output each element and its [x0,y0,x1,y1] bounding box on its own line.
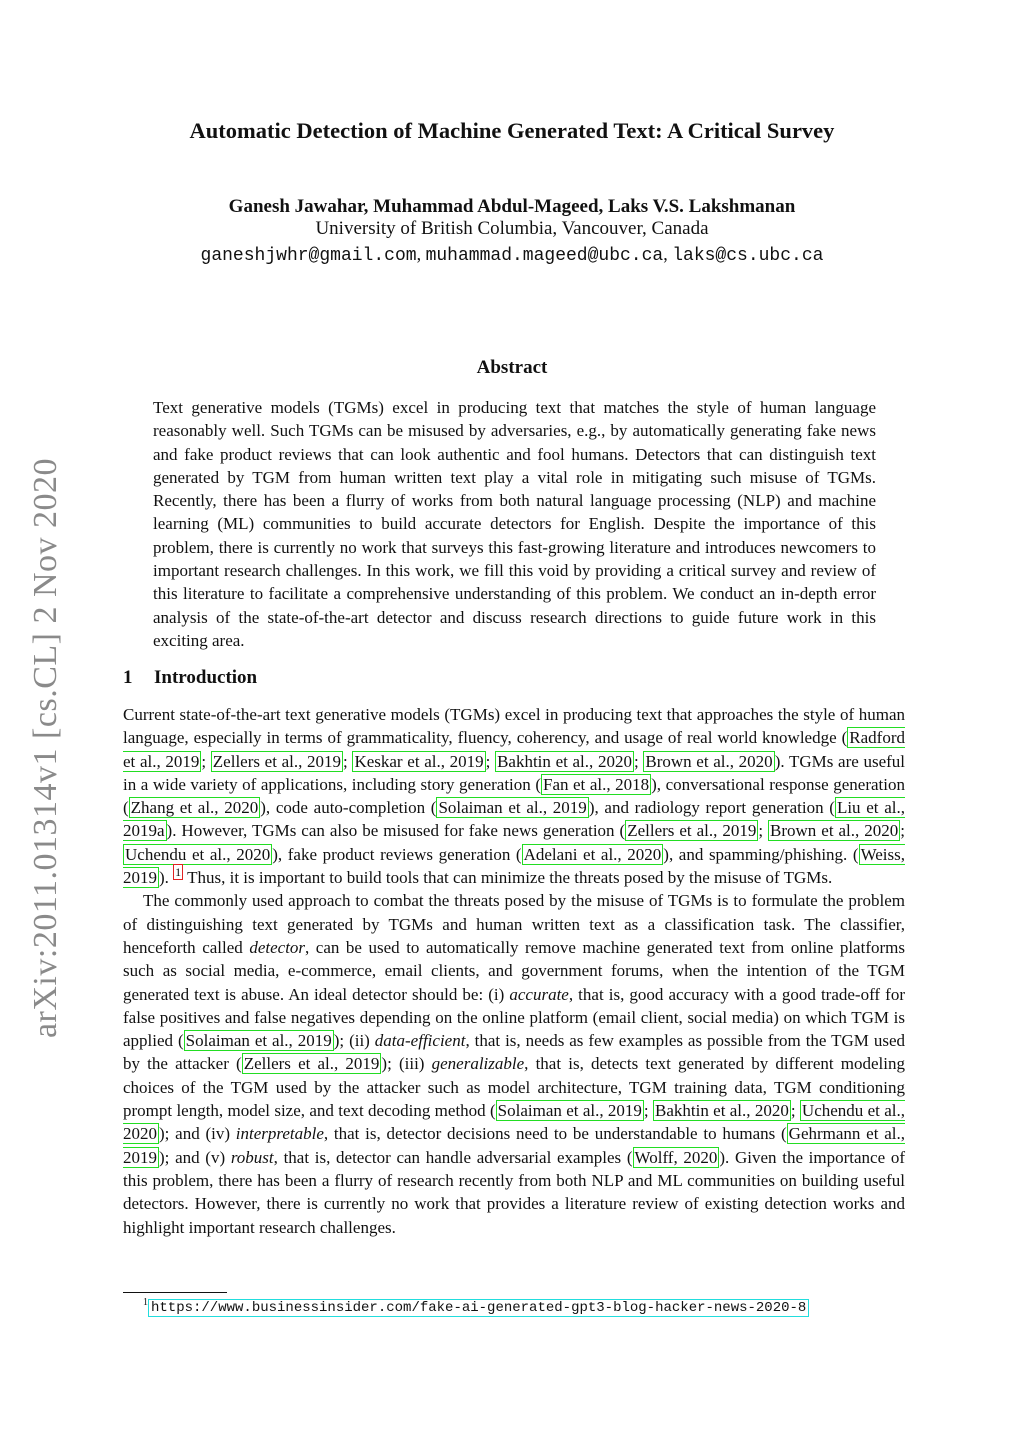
text-run: , that is, good accuracy with a good trade-off for false positives and false negatives depending on the online platform (email client, social media) on which TGM is applied ( [123,984,905,1051]
footnote-reference[interactable]: 1 [175,865,182,880]
emphasis: generalizable [431,1054,525,1074]
text-run: ; [900,821,905,841]
citation-link[interactable]: Uchendu et al., 2020 [125,844,271,864]
paragraph [123,889,905,1238]
citation-link[interactable]: Zhang et al., 2020 [130,798,259,818]
citation-link[interactable]: Bakhtin et al., 2020 [654,1101,789,1121]
citation-link[interactable]: Solaiman et al., 2019 [185,1031,332,1051]
text-run: Thus, it is important to build tools that can minimize the threats posed by the misuse of TGMs. [183,868,833,888]
arxiv-side-stamp [16,455,76,1040]
emphasis: detector [249,937,306,957]
text-run: ). Given the importance of this problem, there has been a flurry of research recently from both NLP and ML communities on building useful detectors. However, there is currently no work that provides a literature review of existing detection works and highlight important research challenges. [123,1147,905,1237]
text-run: , that is, detects text generated by different modeling choices of the TGM used by the attacker such as model architecture, TGM training data, TGM conditioning prompt length, model size, and text decoding method ( [123,1054,905,1121]
emphasis: interpretable [235,1124,324,1144]
text-run: ; [485,751,496,771]
text-run: ), code auto-completion ( [260,798,437,818]
text-run: ), and radiology report generation ( [588,798,835,818]
author-list: Ganesh Jawahar, Muhammad Abdul-Mageed, Laks V.S. Lakshmanan [228,196,796,217]
text-run: ), conversational response generation ( [123,774,905,818]
text-run: ), fake product reviews generation ( [272,844,522,864]
citation-link[interactable]: Solaiman et al., 2019 [438,798,587,818]
citation-link[interactable]: Uchendu et al., 2020 [123,1101,905,1144]
citation-link[interactable]: Liu et al., 2019a [123,798,905,841]
footnote-rule [123,1292,227,1293]
email-link[interactable]: laks@cs.ubc.ca [672,246,824,266]
section-heading [123,667,257,689]
email-separator: , [416,244,426,264]
abstract-text: Text generative models (TGMs) excel in producing text that matches the style of human language reasonably well. Such TGMs can be misused by adversaries, e.g., by automatically generating fake news and fake product reviews that can look authentic and fool humans. Detectors that can distinguish text generated by TGM from human written text play a vital role in mitigating such misuse of TGMs. Recently, there has been a flurry of works from both natural language processing (NLP) and machine learning (ML) communities to build accurate detectors for English. Despite the importance of this problem, there is currently no work that surveys this fast-growing literature and introduces newcomers to important research challenges. In this work, we fill this void by providing a critical survey and review of this literature to facilitate a comprehensive understanding of this problem. We conduct an in-depth error analysis of the state-of-the-art detector and discuss research directions to guide future work in this exciting area. [153,398,876,650]
text-run: ; [643,1101,653,1121]
email-separator: , [663,244,673,264]
citation-link[interactable]: Radford et al., 2019 [123,728,905,771]
citation-link[interactable]: Zellers et al., 2019 [212,751,342,771]
emphasis: accurate [509,984,569,1004]
paragraph [123,703,905,889]
email-link[interactable]: ganeshjwhr@gmail.com [200,246,417,266]
text-run: ); (ii) [333,1031,375,1051]
text-run: ); (iii) [381,1054,432,1074]
text-run: Current state-of-the-art text generative models (TGMs) excel in producing text that approaches the style of human language, especially in terms of grammaticality, fluency, coherency, and usage of real world knowledge ( [123,705,905,748]
text-run: ). TGMs are useful in a wide variety of applications, including story generation ( [123,751,905,794]
citation-link[interactable]: Fan et al., 2018 [542,774,650,794]
section-number: 1 [123,667,133,688]
text-run: ), and spamming/phishing. ( [663,844,859,864]
citation-link[interactable]: Weiss, 2019 [123,844,906,888]
citation-link[interactable]: Brown et al., 2020 [770,821,899,841]
emphasis: data-efficient [374,1031,466,1051]
arxiv-identifier: arXiv:2011.01314v1 [cs.CL] 2 Nov 2020 [27,457,64,1038]
text-run: ; [758,821,769,841]
text-run: , that is, detector can handle adversarial examples ( [273,1147,633,1167]
author-emails [0,244,1024,266]
paper-title: Automatic Detection of Machine Generated Text: A Critical Survey [189,118,835,143]
emphasis: robust [230,1147,274,1167]
introduction-body [123,703,905,1239]
text-run: , can be used to automatically remove machine generated text from online platforms such as social media, e-commerce, email clients, and government forums, when the intention of the TGM generated text is abuse. An ideal detector should be: (i) [123,937,905,1004]
text-run: , that is, needs as few examples as possible from the TGM used by the attacker ( [123,1031,905,1074]
text-run: The commonly used approach to combat the threats posed by the misuse of TGMs is to formulate the problem of distinguishing text generated by TGMs and human written text as a classification task. The classifier, henceforth called [123,891,905,957]
footnote-url-link[interactable]: https://www.businessinsider.com/fake-ai-generated-gpt3-blog-hacker-news-2020-8 [148,1299,809,1317]
text-run: ); and (iv) [159,1124,236,1144]
citation-link[interactable]: Brown et al., 2020 [645,751,773,771]
text-run: ). [159,868,174,888]
section-title: Introduction [154,667,258,688]
email-link[interactable]: muhammad.mageed@ubc.ca [425,246,664,266]
citation-link[interactable]: Zellers et al., 2019 [243,1054,380,1074]
text-run: ); and (v) [159,1147,231,1167]
text-run: ; [201,751,211,771]
footnote-mark: 1 [143,1297,148,1308]
citation-link[interactable]: Solaiman et al., 2019 [497,1101,642,1121]
text-run: ; [343,751,353,771]
citation-link[interactable]: Gehrmann et al., 2019 [123,1124,905,1167]
citation-link[interactable]: Wolff, 2020 [634,1147,718,1167]
affiliation: University of British Columbia, Vancouver, Canada [315,218,709,239]
abstract-heading: Abstract [476,357,548,378]
text-run: ). However, TGMs can also be misused for fake news generation ( [166,821,626,841]
citation-link[interactable]: Zellers et al., 2019 [627,821,757,841]
citation-link[interactable]: Bakhtin et al., 2020 [497,751,632,771]
citation-link[interactable]: Adelani et al., 2020 [523,844,662,864]
citation-link[interactable]: Keskar et al., 2019 [354,751,484,771]
footnote [143,1297,809,1316]
text-run: , that is, detector decisions need to be understandable to humans ( [323,1124,787,1144]
text-run: ; [633,751,644,771]
text-run: ; [790,1101,800,1121]
